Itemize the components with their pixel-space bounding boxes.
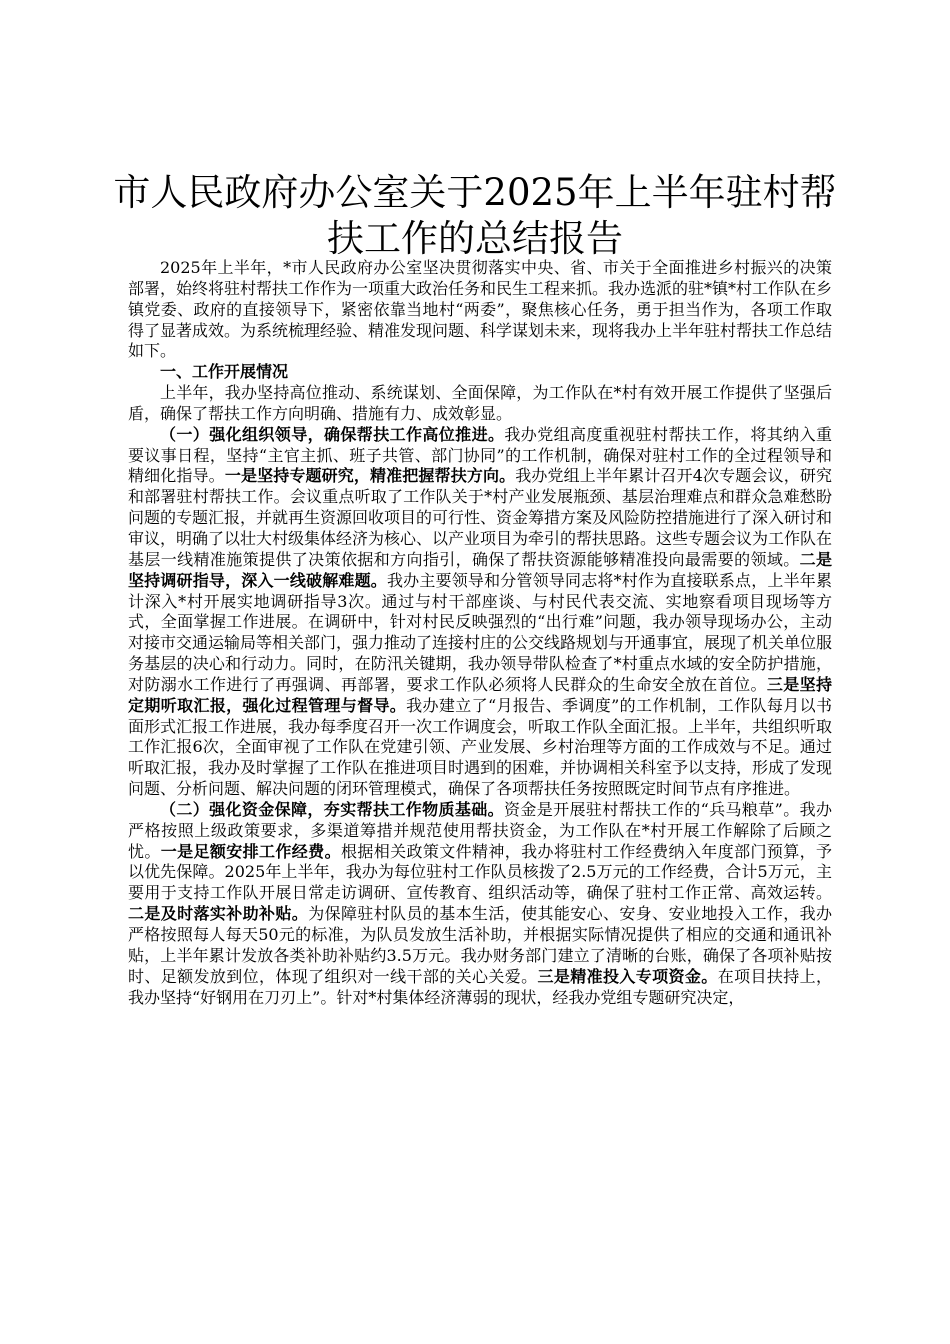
section-intro-paragraph: 上半年，我办坚持高位推动、系统谋划、全面保障，为工作队在*村有效开展工作提供了坚强后盾，确保了帮扶工作方向明确、措施有力、成效彰显。: [128, 383, 832, 423]
section-heading: 一、工作开展情况: [160, 362, 289, 382]
paragraph-text: 为保障驻村队员的基本生活，使其能安心、安身、安业地投入工作，我办严格按照每人每天50元的标准，为队员发放生活补助，并根据实际情况提供了相应的交通和通讯补贴，上半年累计发放各类补助补贴约3.5万元。我办财务部门建立了清晰的台账，确保了各项补贴按时、足额发放到位，体现了组织对一线干部的关心关爱。: [128, 904, 832, 986]
document-title: [110, 170, 840, 262]
paragraph-text: 我办建立了“月报告、季调度”的工作机制，工作队每月以书面形式汇报工作进展，我办每季度召开一次工作调度会，听取工作队全面汇报。上半年，共组织听取工作汇报6次，全面审视了工作队在党建引领、产业发展、乡村治理等方面的工作成效与不足。通过听取汇报，我办及时掌握了工作队在推进项目时遇到的困难，并协调相关科室予以支持，形成了发现问题、分析问题、解决问题的闭环管理模式，确保了各项帮扶任务按照既定时间节点有序推进。: [128, 695, 833, 799]
title-line-1: 市人民政府办公室关于2025年上半年驻村帮: [113, 171, 837, 214]
intro-paragraph: 2025年上半年，*市人民政府办公室坚决贯彻落实中央、省、市关于全面推进乡村振兴的决策部署，始终将驻村帮扶工作作为一项重大政治任务和民生工程来抓。我办选派的驻*镇*村工作队在乡镇党委、政府的直接领导下，紧密依靠当地村“两委”，聚焦核心任务，勇于担当作为，各项工作取得了显著成效。为系统梳理经验、精准发现问题、科学谋划未来，现将我办上半年驻村帮扶工作总结如下。: [128, 258, 833, 361]
paragraph-text: 根据相关政策文件精神，我办将驻村工作经费纳入年度部门预算，予以优先保障。2025年上半年，我办为每位驻村工作队员核拨了2.5万元的工作经费，合计5万元，主要用于支持工作队开展日常走访调研、宣传教育、组织活动等，确保了驻村工作正常、高效运转。: [128, 841, 832, 903]
point-heading: 一是足额安排工作经费。: [160, 841, 341, 861]
paragraph-text: 在项目扶持上，我办坚持“好钢用在刀刃上”。针对*村集体经济薄弱的现状，经我办党组专题研究决定，: [128, 966, 832, 1007]
point-heading: 三是精准投入专项资金。: [537, 966, 718, 986]
organization-leadership-paragraph: [128, 425, 832, 800]
subsection-heading: （二）强化资金保障，夯实帮扶工作物质基础。: [160, 799, 504, 819]
point-heading: 三是坚持定期听取汇报，强化过程管理与督导。: [128, 674, 832, 715]
point-heading: 二是坚持调研指导，深入一线破解难题。: [128, 549, 832, 590]
paragraph-text: 资金是开展驻村帮扶工作的“兵马粮草”。我办严格按照上级政策要求，多渠道筹措并规范使用帮扶资金，为工作队在*村开展工作解除了后顾之忧。: [128, 799, 832, 861]
title-line-2: 扶工作的总结报告: [327, 217, 623, 260]
paragraph-text: 我办党组上半年累计召开4次专题会议，研究和部署驻村帮扶工作。会议重点听取了工作队关于*村产业发展瓶颈、基层治理难点和群众急难愁盼问题的专题汇报，并就再生资源回收项目的可行性、资金筹措方案及风险防控措施进行了深入研讨和审议，明确了以壮大村级集体经济为核心、以产业项目为牵引的帮扶思路。这些专题会议为工作队在基层一线精准施策提供了决策依据和方向指引，确保了帮扶资源能够精准投向最需要的领域。: [128, 466, 833, 569]
point-heading: 一是坚持专题研究，精准把握帮扶方向。: [224, 466, 516, 486]
document-body: [128, 258, 832, 1008]
paragraph-text: 我办党组高度重视驻村帮扶工作，将其纳入重要议事日程，坚持“主官主抓、班子共管、部门协同”的工作机制，确保对驻村工作的全过程领导和精细化指导。: [128, 424, 832, 486]
paragraph-text: 我办主要领导和分管领导同志将*村作为直接联系点，上半年累计深入*村开展实地调研指导3次。通过与村干部座谈、与村民代表交流、实地察看项目现场等方式，全面掌握工作进展。在调研中，针对村民反映强烈的“出行难”问题，我办领导现场办公，主动对接市交通运输局等相关部门，强力推动了连接村庄的公交线路规划与开通事宜，展现了机关单位服务基层的决心和行动力。同时，在防汛关键期，我办领导带队检查了*村重点水域的安全防护措施，对防溺水工作进行了再强调、再部署，要求工作队必须将人民群众的生命安全放在首位。: [128, 570, 833, 694]
subsection-heading: （一）强化组织领导，确保帮扶工作高位推进。: [160, 424, 505, 444]
point-heading: 二是及时落实补助补贴。: [128, 904, 309, 924]
funding-guarantee-paragraph: [128, 800, 832, 1008]
